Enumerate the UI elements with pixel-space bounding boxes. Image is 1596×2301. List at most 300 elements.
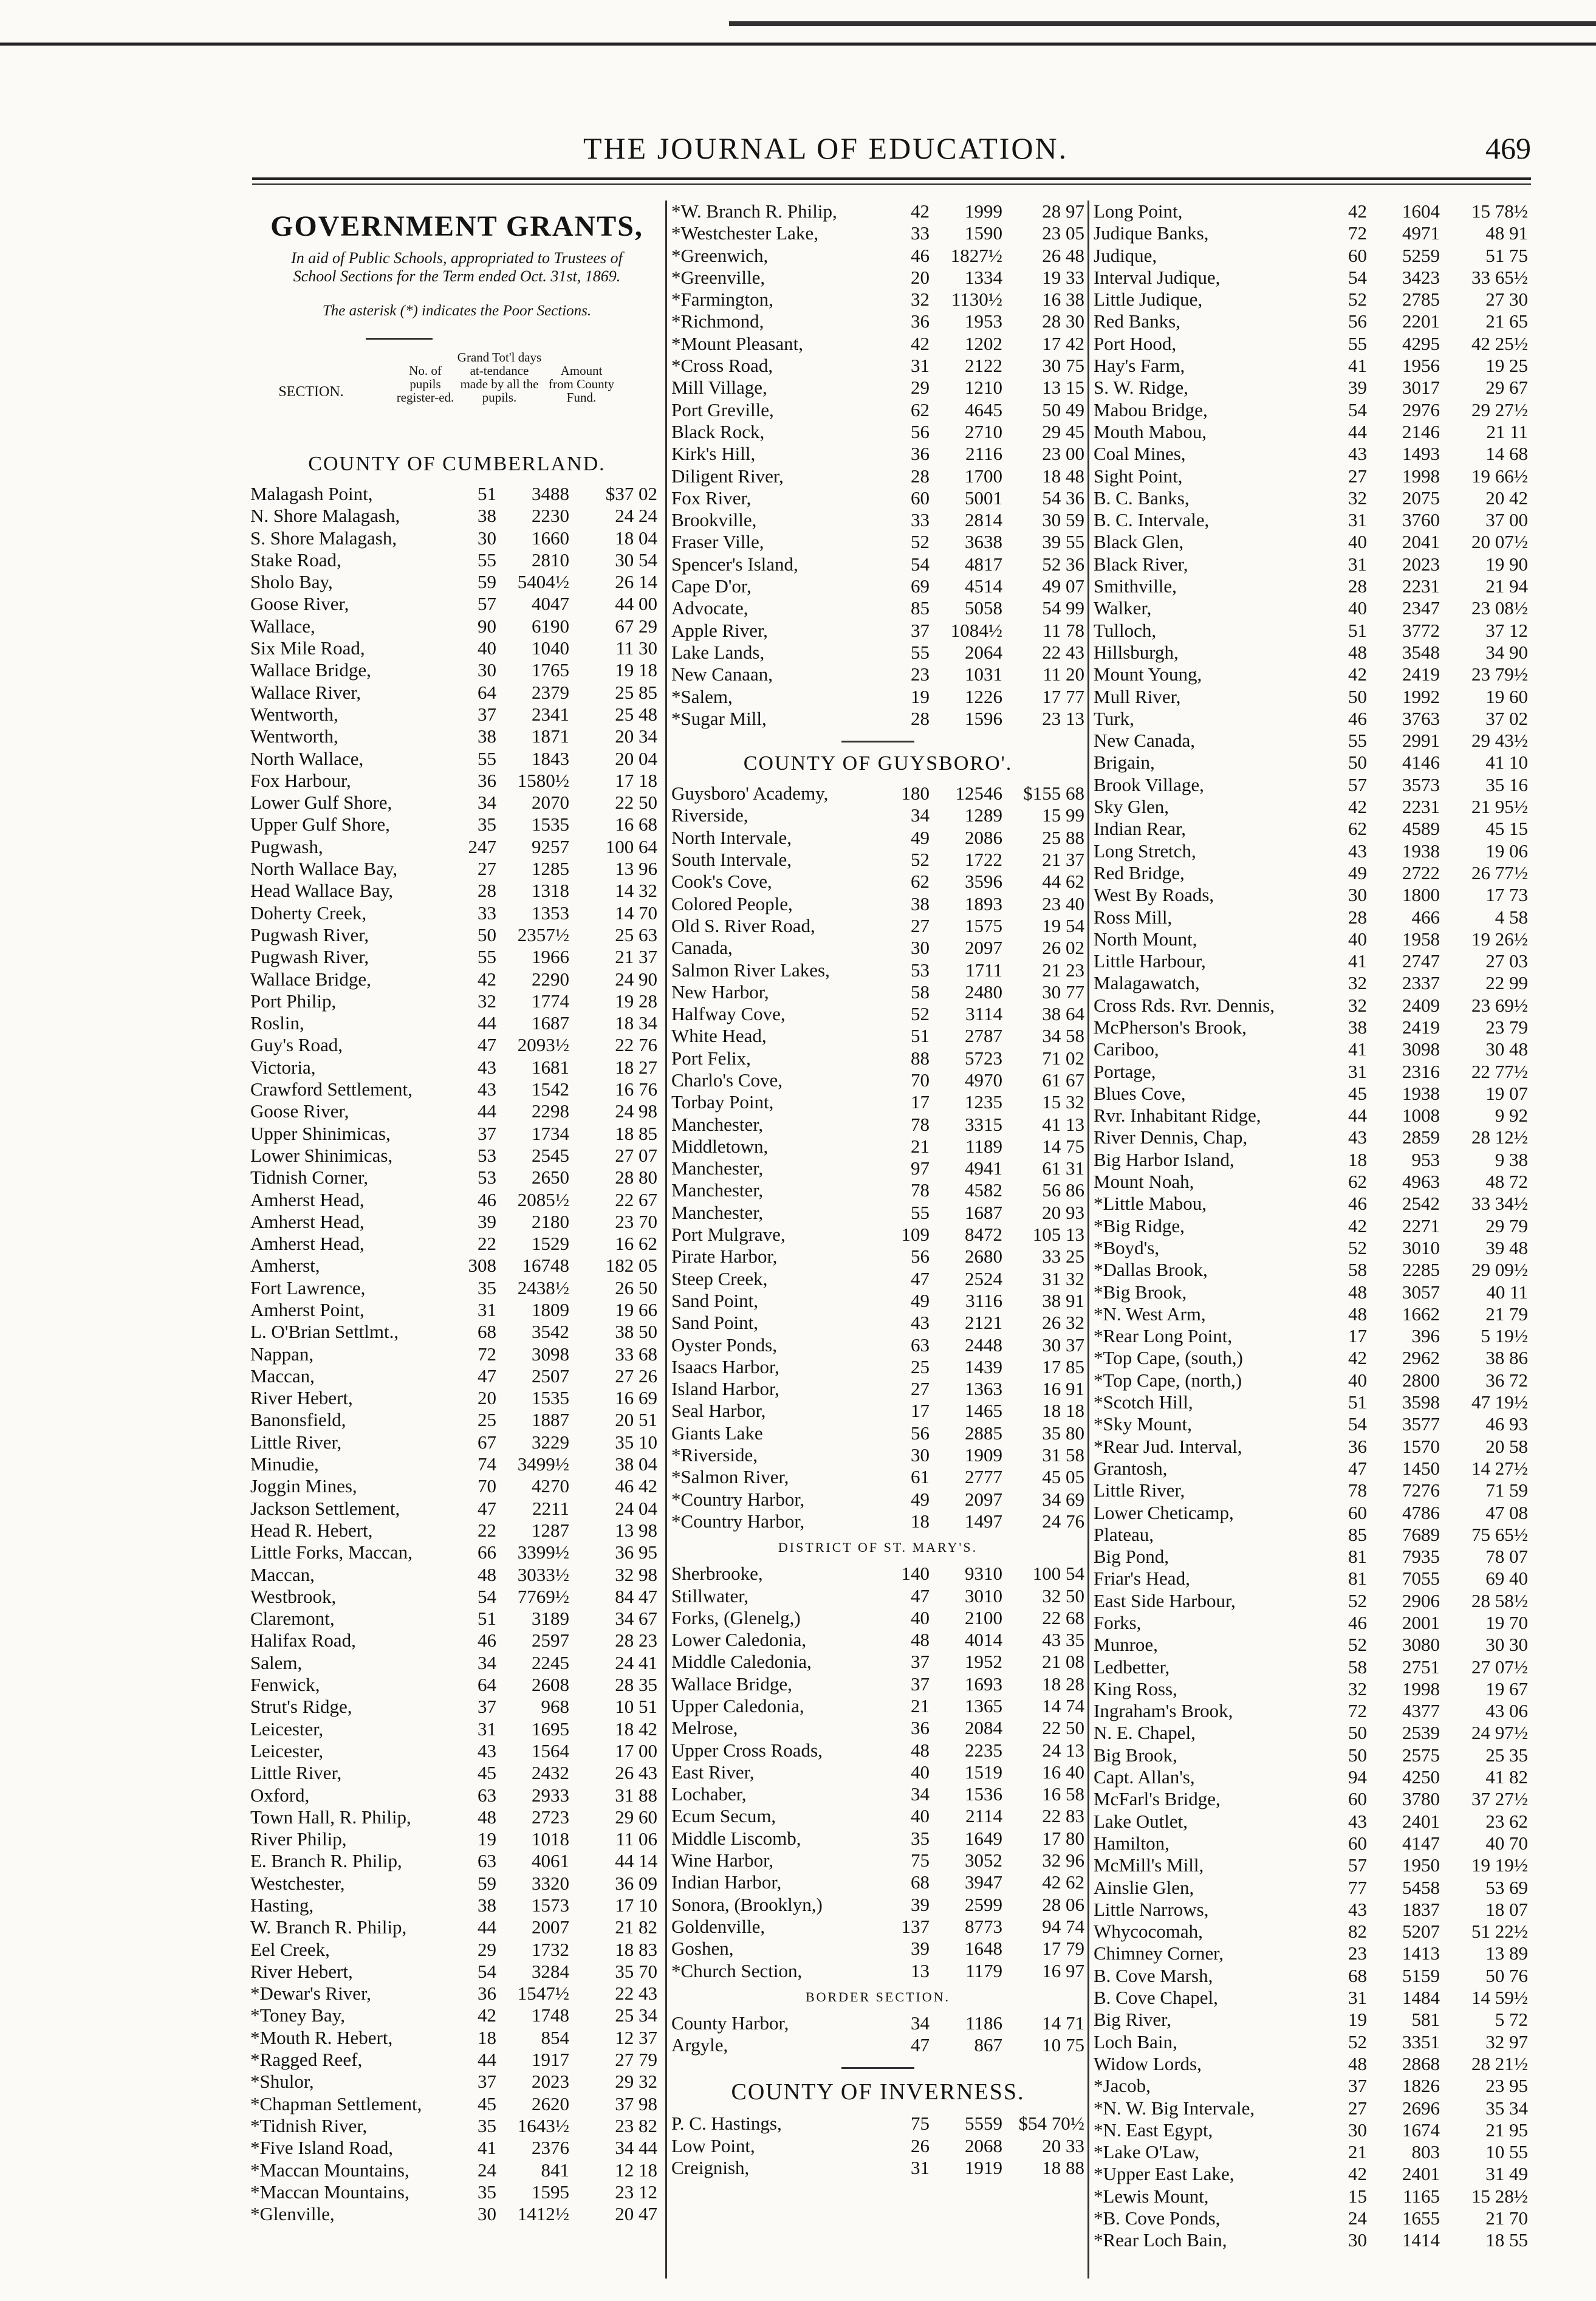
days-attendance: 8472: [965, 1224, 1002, 1246]
table-row: [1094, 2097, 1531, 2119]
amount: 18 85: [615, 1122, 657, 1144]
section-name: Little Forks, Maccan,: [250, 1541, 413, 1563]
amount: 35 10: [615, 1431, 657, 1453]
section-name: Middle Liscomb,: [671, 1827, 801, 1849]
section-name: Brookville,: [671, 509, 757, 531]
pupils-count: 30: [1348, 884, 1367, 906]
days-attendance: 2906: [1402, 1589, 1440, 1611]
amount: 30 54: [615, 549, 657, 571]
table-row: [250, 1895, 663, 1916]
table-row: [250, 1211, 663, 1233]
table-row: [671, 1761, 1084, 1783]
days-attendance: 1570: [1402, 1435, 1440, 1457]
table-row: [1094, 1038, 1531, 1060]
amount: 42 62: [1042, 1871, 1084, 1893]
days-attendance: 3114: [965, 1003, 1002, 1025]
section-name: Sherbrooke,: [671, 1563, 763, 1585]
section-name: *Shulor,: [250, 2071, 314, 2093]
table-row: [1094, 1105, 1531, 1126]
table-row: [671, 783, 1084, 804]
table-row: [671, 849, 1084, 871]
section-name: Canada,: [671, 937, 733, 959]
pupils-count: 55: [911, 641, 930, 663]
table-row: [671, 1224, 1084, 1246]
days-attendance: 1774: [532, 990, 569, 1012]
section-name: Capt. Allan's,: [1094, 1766, 1195, 1788]
pupils-count: 60: [911, 487, 930, 509]
amount: 14 59½: [1471, 1987, 1528, 2009]
days-attendance: 1748: [532, 2004, 569, 2026]
table-row: [671, 1025, 1084, 1047]
pupils-count: 31: [478, 1298, 496, 1320]
pupils-count: 64: [478, 1674, 496, 1696]
pupils-count: 36: [911, 310, 930, 332]
section-name: Judique Banks,: [1094, 222, 1209, 244]
section-name: Goldenville,: [671, 1915, 765, 1937]
days-attendance: 841: [541, 2159, 569, 2181]
amount: 19 18: [615, 659, 657, 681]
table-row: [250, 2181, 663, 2203]
pupils-count: 44: [478, 1916, 496, 1938]
days-attendance: 2085½: [517, 1188, 569, 1210]
amount: 29 43½: [1471, 730, 1528, 752]
amount: 31 49: [1485, 2163, 1528, 2185]
section-name: Rvr. Inhabitant Ridge,: [1094, 1105, 1261, 1126]
table-row: [671, 575, 1084, 597]
pupils-count: 53: [478, 1144, 496, 1166]
amount: 26 77½: [1471, 862, 1528, 883]
section-name: Manchester,: [671, 1201, 764, 1223]
pupils-count: 62: [1348, 818, 1367, 840]
table-row: [1094, 1325, 1531, 1347]
days-attendance: 2023: [1402, 553, 1440, 575]
table-row: [671, 1048, 1084, 1069]
amount: 29 27½: [1471, 399, 1528, 420]
amount: 23 82: [615, 2114, 657, 2136]
days-attendance: 3780: [1402, 1788, 1440, 1810]
pupils-count: 48: [1348, 1303, 1367, 1325]
amount: 26 14: [615, 571, 657, 593]
amount: 22 76: [615, 1034, 657, 1056]
table-row: [671, 1511, 1084, 1532]
amount: 21 79: [1485, 1303, 1528, 1325]
section-name: East Side Harbour,: [1094, 1589, 1236, 1611]
section-name: Minudie,: [250, 1453, 319, 1475]
table-row: [250, 792, 663, 814]
table-row: [250, 924, 663, 946]
table-row: [671, 708, 1084, 730]
pupils-count: 20: [911, 266, 930, 288]
pupils-count: 22: [478, 1233, 496, 1255]
section-name: Little Harbour,: [1094, 950, 1206, 972]
days-attendance: 2064: [965, 641, 1002, 663]
table-row: [671, 1136, 1084, 1157]
page-number: 469: [1485, 131, 1531, 165]
amount: 18 83: [615, 1938, 657, 1960]
table-row: [250, 1343, 663, 1365]
section-name: Low Point,: [671, 2135, 755, 2156]
table-row: [671, 1091, 1084, 1113]
pupils-count: 27: [911, 1378, 930, 1400]
column-1: [250, 201, 663, 2279]
pupils-count: 180: [901, 783, 930, 804]
days-attendance: 2235: [965, 1739, 1002, 1761]
amount: 182 05: [605, 1255, 657, 1277]
amount: 28 80: [615, 1167, 657, 1188]
days-attendance: 2787: [965, 1025, 1002, 1047]
amount: 43 06: [1485, 1700, 1528, 1722]
pupils-count: 23: [911, 664, 930, 685]
amount: 19 07: [1485, 1082, 1528, 1104]
section-name: Leicester,: [250, 1718, 324, 1740]
pupils-count: 78: [1348, 1480, 1367, 1501]
days-attendance: 2524: [965, 1267, 1002, 1289]
pupils-count: 308: [468, 1255, 496, 1277]
days-attendance: 3499½: [517, 1453, 569, 1475]
days-attendance: 1130½: [951, 289, 1002, 310]
amount: 13 96: [615, 858, 657, 880]
amount: 14 32: [615, 880, 657, 902]
table-row: [671, 1444, 1084, 1466]
table-row: [250, 1321, 663, 1343]
amount: 14 75: [1042, 1135, 1084, 1157]
days-attendance: 4146: [1402, 752, 1440, 773]
days-attendance: 2097: [965, 937, 1002, 959]
pupils-count: 40: [1348, 928, 1367, 950]
days-attendance: 2507: [532, 1365, 569, 1387]
pupils-count: 28: [1348, 575, 1367, 597]
days-attendance: 4061: [532, 1850, 569, 1872]
days-attendance: 1179: [965, 1960, 1002, 1981]
pupils-count: 72: [478, 1343, 496, 1365]
table-row: [671, 1563, 1084, 1585]
table-row: [1094, 2207, 1531, 2229]
section-name: Friar's Head,: [1094, 1568, 1190, 1589]
section-name: Sight Point,: [1094, 465, 1183, 487]
amount: 23 79½: [1471, 664, 1528, 685]
pupils-count: 62: [1348, 1171, 1367, 1193]
pupils-count: 40: [1348, 1369, 1367, 1391]
days-attendance: 1235: [965, 1091, 1002, 1113]
table-row: [671, 1246, 1084, 1267]
days-attendance: 3017: [1402, 377, 1440, 399]
days-attendance: 1950: [1402, 1854, 1440, 1876]
pupils-count: 40: [911, 1805, 930, 1827]
pupils-count: 41: [1348, 1038, 1367, 1060]
days-attendance: 4589: [1402, 818, 1440, 840]
pupils-count: 48: [911, 1629, 930, 1651]
table-row: [250, 1409, 663, 1431]
pupils-count: 51: [1348, 619, 1367, 641]
days-attendance: 2599: [965, 1893, 1002, 1915]
table-row: [1094, 509, 1531, 531]
section-name: *Salem,: [671, 685, 733, 707]
section-name: New Harbor,: [671, 981, 769, 1003]
pupils-count: 55: [1348, 332, 1367, 354]
amount: 48 72: [1485, 1171, 1528, 1193]
days-attendance: 1535: [532, 814, 569, 835]
amount: 14 70: [615, 902, 657, 924]
pupils-count: 18: [911, 1510, 930, 1532]
section-name: Giants Lake: [671, 1422, 763, 1444]
pupils-count: 59: [478, 571, 496, 593]
table-row: [1094, 1237, 1531, 1259]
days-attendance: 2785: [1402, 289, 1440, 310]
pupils-count: 31: [1348, 553, 1367, 575]
days-attendance: 7055: [1402, 1568, 1440, 1589]
section-name: Black River,: [1094, 553, 1188, 575]
table-row: [1094, 1921, 1531, 1943]
table-row: [250, 1520, 663, 1541]
amount: 41 82: [1485, 1766, 1528, 1788]
grants-note: The asterisk (*) indicates the Poor Sections.: [322, 303, 592, 319]
days-attendance: 2341: [532, 703, 569, 725]
amount: 35 80: [1042, 1422, 1084, 1444]
pupils-count: 26: [911, 2135, 930, 2156]
days-attendance: 2620: [532, 2093, 569, 2114]
pupils-count: 34: [478, 792, 496, 814]
pupils-count: 31: [1348, 1060, 1367, 1082]
pupils-count: 38: [911, 893, 930, 914]
days-attendance: 1542: [532, 1078, 569, 1100]
days-attendance: 4377: [1402, 1700, 1440, 1722]
section-name: Oxford,: [250, 1784, 310, 1806]
days-attendance: 1643½: [517, 2114, 569, 2136]
table-row: [250, 1123, 663, 1145]
days-attendance: 1535: [532, 1387, 569, 1409]
section-name: *B. Cove Ponds,: [1094, 2207, 1221, 2229]
section-name: Head R. Hebert,: [250, 1519, 373, 1541]
amount: 33 34½: [1471, 1193, 1528, 1215]
section-name: *Dallas Brook,: [1094, 1259, 1208, 1281]
days-attendance: 4250: [1402, 1766, 1440, 1788]
table-row: [250, 1873, 663, 1895]
section-name: *Chapman Settlement,: [250, 2093, 422, 2114]
table-row: [671, 871, 1084, 893]
table-row: [671, 1334, 1084, 1356]
pupils-count: 30: [478, 659, 496, 681]
amount: 12 37: [615, 2026, 657, 2048]
amount: 25 63: [615, 924, 657, 945]
pupils-count: 55: [478, 549, 496, 571]
days-attendance: 1412½: [517, 2203, 569, 2225]
days-attendance: 953: [1411, 1148, 1440, 1170]
amount: 36 72: [1485, 1369, 1528, 1391]
pupils-count: 62: [911, 871, 930, 893]
table-row: [250, 1255, 663, 1277]
days-attendance: 2023: [532, 2071, 569, 2093]
days-attendance: 1353: [532, 902, 569, 924]
days-attendance: 2597: [532, 1630, 569, 1651]
section-name: L. O'Brian Settlmt.,: [250, 1321, 399, 1343]
table-row: [1094, 1877, 1531, 1899]
days-attendance: 2545: [532, 1144, 569, 1166]
pupils-count: 47: [478, 1365, 496, 1387]
pupils-count: 52: [911, 531, 930, 553]
section-name: Strut's Ridge,: [250, 1696, 352, 1718]
table-row: [1094, 1744, 1531, 1766]
pupils-count: 24: [1348, 2207, 1367, 2229]
days-attendance: 1693: [965, 1673, 1002, 1695]
days-attendance: 4147: [1402, 1832, 1440, 1854]
table-row: [250, 1762, 663, 1784]
table-row: [250, 1189, 663, 1211]
amount: 22 50: [1042, 1717, 1084, 1739]
amount: 28 06: [1042, 1893, 1084, 1915]
amount: 18 04: [615, 527, 657, 549]
pupils-count: 58: [1348, 1656, 1367, 1678]
amount: 14 74: [1042, 1695, 1084, 1716]
days-attendance: 3488: [532, 483, 569, 504]
table-row: [1094, 1436, 1531, 1458]
section-name: New Canaan,: [671, 664, 773, 685]
amount: 16 62: [615, 1233, 657, 1255]
table-row: [250, 1453, 663, 1475]
days-attendance: 2800: [1402, 1369, 1440, 1391]
section-name: Big River,: [1094, 2009, 1171, 2031]
days-attendance: 1414: [1402, 2229, 1440, 2251]
pupils-count: 56: [1348, 310, 1367, 332]
pupils-count: 32: [1348, 487, 1367, 509]
days-attendance: 8773: [965, 1915, 1002, 1937]
pupils-count: 43: [1348, 1810, 1367, 1832]
amount: 27 79: [615, 2049, 657, 2071]
section-name: Apple River,: [671, 619, 768, 641]
days-attendance: 2114: [965, 1805, 1002, 1827]
section-name: Melrose,: [671, 1717, 738, 1739]
days-attendance: 4941: [965, 1157, 1002, 1179]
pupils-count: 46: [478, 1188, 496, 1210]
pupils-count: 50: [1348, 752, 1367, 773]
section-name: Isaacs Harbor,: [671, 1356, 779, 1377]
days-attendance: 2041: [1402, 531, 1440, 553]
days-attendance: 2097: [965, 1488, 1002, 1510]
amount: 20 93: [1042, 1201, 1084, 1223]
amount: 29 32: [615, 2071, 657, 2093]
amount: 18 34: [615, 1012, 657, 1034]
amount: 24 97½: [1471, 1722, 1528, 1744]
table-row: [1094, 1656, 1531, 1678]
pupils-count: 43: [1348, 1898, 1367, 1920]
amount: 19 70: [1485, 1612, 1528, 1633]
amount: 23 05: [1042, 222, 1084, 244]
pupils-count: 60: [1348, 1832, 1367, 1854]
days-attendance: 3315: [965, 1113, 1002, 1135]
section-name: Halfway Cove,: [671, 1003, 786, 1025]
pupils-count: 47: [478, 1034, 496, 1056]
pupils-count: 41: [478, 2137, 496, 2159]
section-name: N. Shore Malagash,: [250, 505, 400, 527]
pupils-count: 34: [911, 804, 930, 826]
amount: 20 51: [615, 1409, 657, 1431]
table-body: [671, 201, 1084, 730]
days-attendance: 1018: [532, 1828, 569, 1850]
table-row: [250, 902, 663, 924]
section-name: *W. Branch R. Philip,: [671, 201, 837, 222]
amount: 28 23: [615, 1630, 657, 1651]
amount: 11 20: [1043, 664, 1084, 685]
amount: 17 18: [615, 769, 657, 791]
days-attendance: 3577: [1402, 1413, 1440, 1435]
section-name: *Greenwich,: [671, 244, 769, 266]
section-name: Wentworth,: [250, 725, 338, 747]
pupils-count: 52: [911, 849, 930, 871]
section-name: Brook Village,: [1094, 773, 1204, 795]
table-row: [1094, 1215, 1531, 1237]
days-attendance: 3098: [532, 1343, 569, 1365]
pupils-count: 42: [1348, 201, 1367, 222]
table-row: [1094, 1833, 1531, 1854]
amount: 46 93: [1485, 1413, 1528, 1435]
days-attendance: 1580½: [517, 769, 569, 791]
pupils-count: 28: [911, 465, 930, 487]
table-row: [1094, 2119, 1531, 2141]
days-attendance: 2401: [1402, 1810, 1440, 1832]
section-name: Port Felix,: [671, 1047, 751, 1069]
table-row: [671, 1378, 1084, 1400]
amount: 84 47: [615, 1585, 657, 1607]
pupils-count: 52: [1348, 1634, 1367, 1656]
pupils-count: 48: [1348, 1281, 1367, 1303]
amount: 16 58: [1042, 1783, 1084, 1805]
days-attendance: 1953: [965, 310, 1002, 332]
table-row: [671, 915, 1084, 937]
amount: 9 38: [1495, 1148, 1528, 1170]
days-attendance: 1484: [1402, 1987, 1440, 2009]
table-row: [671, 827, 1084, 849]
amount: 20 42: [1485, 487, 1528, 509]
amount: 27 30: [1485, 289, 1528, 310]
days-attendance: 2201: [1402, 310, 1440, 332]
section-name: *Country Harbor,: [671, 1510, 805, 1532]
section-name: Maccan,: [250, 1563, 315, 1585]
days-attendance: 2357½: [517, 924, 569, 945]
section-name: Lower Cheticamp,: [1094, 1501, 1234, 1523]
section-name: Little River,: [250, 1762, 342, 1784]
amount: $54 70½: [1018, 2113, 1084, 2135]
pupils-count: 32: [478, 990, 496, 1012]
section-name: Old S. River Road,: [671, 914, 815, 936]
section-name: Riverside,: [671, 804, 748, 826]
amount: 21 82: [615, 1916, 657, 1938]
section-name: Indian Harbor,: [671, 1871, 782, 1893]
section-name: Mount Young,: [1094, 664, 1202, 685]
amount: 21 37: [1042, 849, 1084, 871]
section-name: Forks,: [1094, 1612, 1142, 1633]
days-attendance: 3052: [965, 1850, 1002, 1871]
pupils-count: 68: [911, 1871, 930, 1893]
days-attendance: 1595: [532, 2181, 569, 2203]
table-row: [1094, 575, 1531, 597]
pupils-count: 43: [1348, 443, 1367, 465]
amount: 56 86: [1042, 1179, 1084, 1201]
table-row: [1094, 1943, 1531, 1964]
amount: 27 07: [615, 1144, 657, 1166]
section-name: Doherty Creek,: [250, 902, 367, 924]
pupils-count: 78: [911, 1113, 930, 1135]
amount: 5 72: [1495, 2009, 1528, 2031]
amount: 10 75: [1042, 2034, 1084, 2056]
table-row: [250, 1100, 663, 1122]
days-attendance: 1809: [532, 1298, 569, 1320]
section-name: Fox River,: [671, 487, 752, 509]
section-name: *Maccan Mountains,: [250, 2181, 409, 2203]
section-name: Pugwash River,: [250, 924, 369, 945]
pupils-count: 28: [1348, 906, 1367, 928]
pupils-count: 53: [478, 1167, 496, 1188]
section-name: Brigain,: [1094, 752, 1155, 773]
days-attendance: 5559: [965, 2113, 1002, 2135]
